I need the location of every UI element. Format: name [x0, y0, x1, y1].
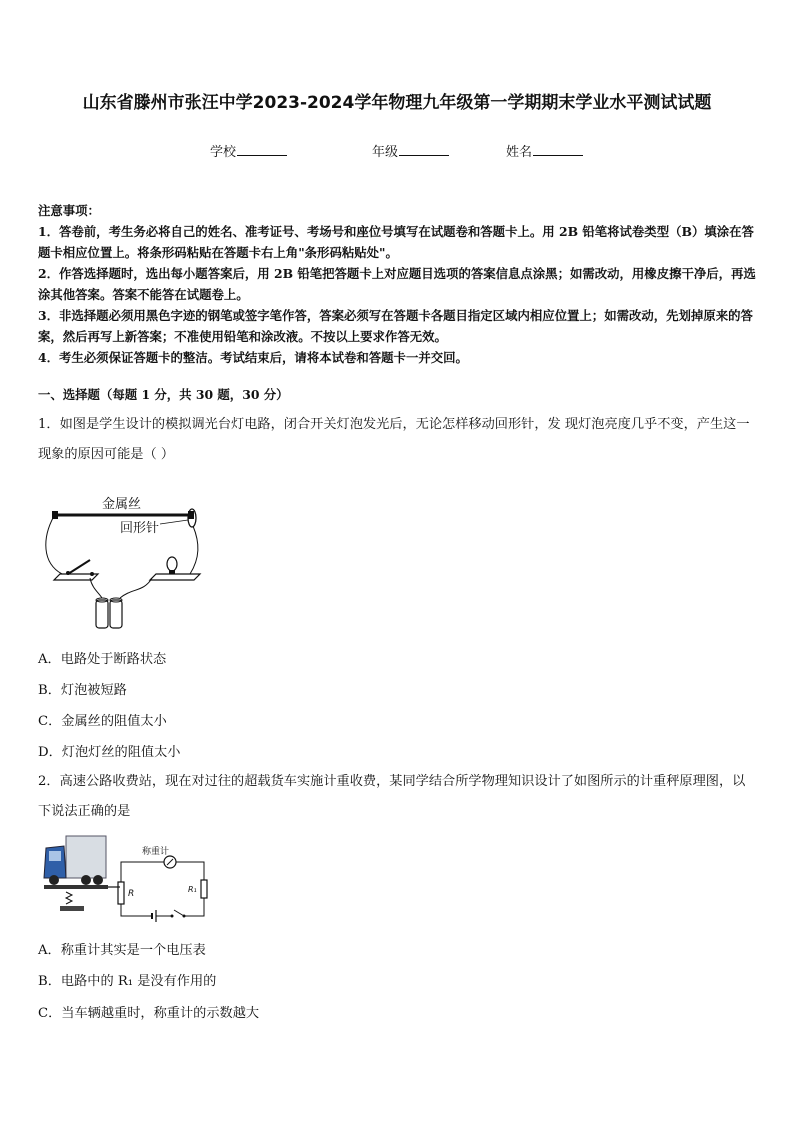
meter-label: 称重计 — [142, 847, 170, 857]
question-1-figure — [40, 488, 210, 634]
clip-label: 回形针 — [120, 521, 160, 536]
question-1-option-b: B．灯泡被短路 — [38, 683, 127, 698]
school-label: 学校 — [210, 145, 237, 160]
question-2-figure — [40, 832, 215, 924]
name-label: 姓名 — [506, 145, 533, 160]
question-2-text: 2．高速公路收费站，现在对过往的超载货车实施计重收费，某同学结合所学物理知识设计了如图所示的计重秤原理图，以下说法正确的是 — [38, 774, 746, 819]
question-2-option-c: C．当车辆越重时，称重计的示数越大 — [38, 1006, 260, 1021]
grade-blank — [399, 143, 449, 156]
notice-item-3: 3．非选择题必须用黑色字迹的钢笔或签字笔作答，答案必须写在答题卡各题目指定区域内相应位置上；如需改动，先划掉原来的答案，然后再写上新答案；不准使用铅笔和涂改液。不按以上要求作答无效。 — [38, 308, 753, 344]
question-2-option-a: A．称重计其实是一个电压表 — [38, 943, 206, 958]
name-blank — [533, 143, 583, 156]
grade-label: 年级 — [372, 145, 399, 160]
notice-item-1: 1．答卷前，考生务必将自己的姓名、准考证号、考场号和座位号填写在试题卷和答题卡上。用 2B 铅笔将试卷类型（B）填涂在答题卡相应位置上。将条形码粘贴在答题卡右上角"条形码粘贴处"。 — [38, 224, 754, 260]
section-heading: 一、选择题（每题 1 分，共 30 题，30 分） — [38, 387, 289, 402]
resistor-r1-label: R₁ — [188, 885, 197, 894]
resistor-r-label: R — [128, 889, 135, 899]
notice-heading: 注意事项： — [38, 203, 100, 218]
question-1-option-a: A．电路处于断路状态 — [38, 652, 167, 667]
page-title: 山东省滕州市张汪中学2023-2024学年物理九年级第一学期期末学业水平测试试题 — [82, 93, 712, 113]
grade-field — [372, 141, 449, 160]
name-field — [506, 141, 583, 160]
question-2-option-b: B．电路中的 R₁ 是没有作用的 — [38, 974, 217, 989]
school-blank — [237, 143, 287, 156]
notice-item-4: 4．考生必须保证答题卡的整洁。考试结束后，请将本试卷和答题卡一并交回。 — [38, 350, 468, 365]
question-1-text: 1．如图是学生设计的模拟调光台灯电路，闭合开关灯泡发光后，无论怎样移动回形针，发 现灯泡亮度几乎不变，产生这一现象的原因可能是（ ） — [38, 417, 750, 462]
notice-block — [38, 200, 758, 368]
school-field — [210, 141, 287, 160]
question-1-option-d: D．灯泡灯丝的阻值太小 — [38, 745, 181, 760]
wire-label: 金属丝 — [102, 497, 142, 512]
question-1-option-c: C．金属丝的阻值太小 — [38, 714, 167, 729]
notice-item-2: 2．作答选择题时，选出每小题答案后，用 2B 铅笔把答题卡上对应题目选项的答案信息点涂黑；如需改动，用橡皮擦干净后，再选涂其他答案。答案不能答在试题卷上。 — [38, 266, 756, 302]
